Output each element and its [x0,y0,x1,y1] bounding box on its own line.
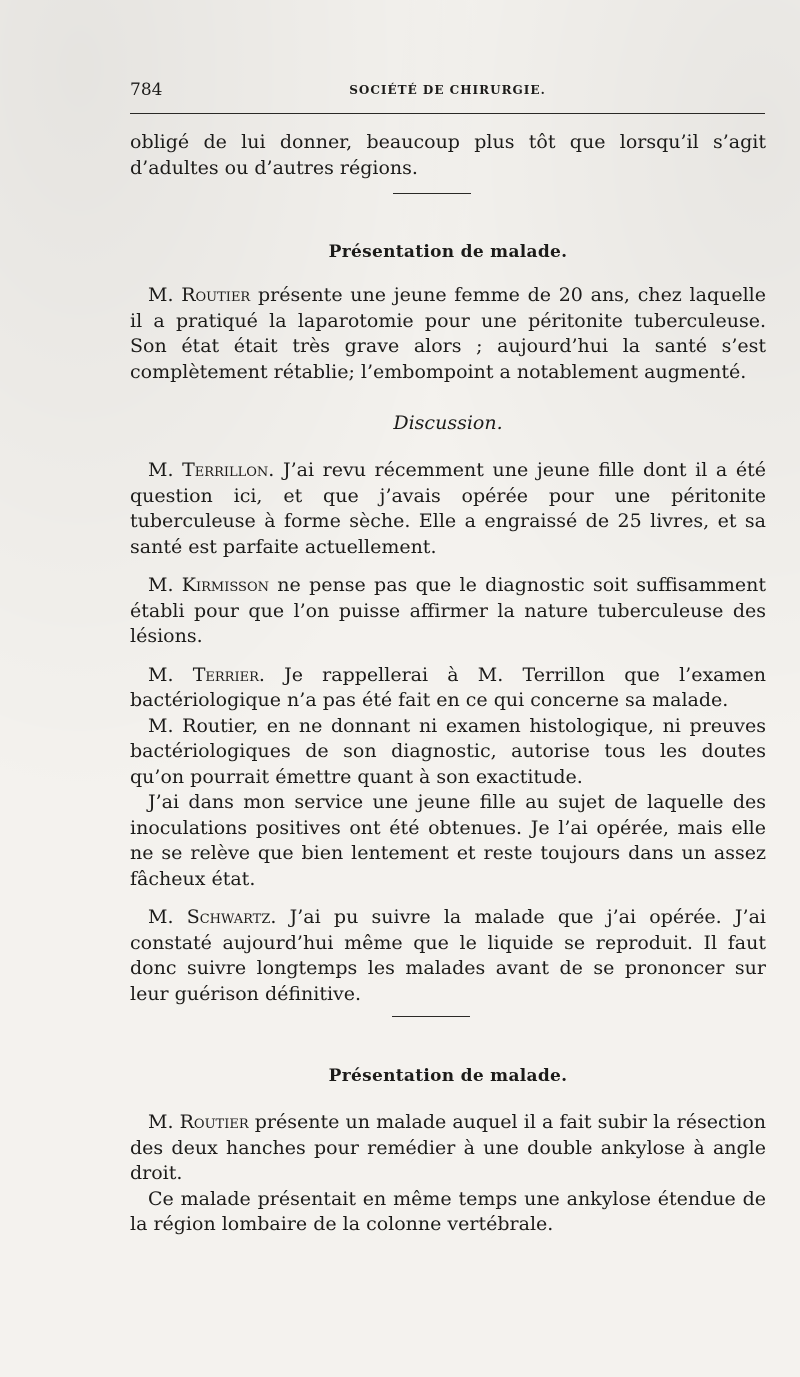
paragraph-text: ne pense pas que le diagnostic soit suffisamment établi pour que l’on puisse affirmer la nature tuberculeuse des lésions. [130,574,766,647]
section1-body [130,283,766,385]
discussion-heading: Discussion. [393,412,503,434]
paragraph-text: . J’ai revu récemment une jeune fille dont il a été question ici, et que j’avais opérée pour une péritonite tuberculeuse à forme sèche. Elle a engraissé de 25 livres, et sa santé est parfaite actuellement. [130,459,766,558]
paragraph-terrier-cont-2: J’ai dans mon service une jeune fille au sujet de laquelle des inoculations positives ont été obtenues. Je l’ai opérée, mais elle ne se relève que bien lentement et reste toujours dans un assez fâcheux état. [130,791,766,890]
header-rule [130,113,765,114]
paragraph-kirmisson [130,573,766,650]
paragraph-terrier [130,663,766,714]
paragraph-routier-1 [130,283,766,385]
section2-body [130,1110,766,1238]
continuation-text: obligé de lui donner, beaucoup plus tôt que lorsqu’il s’agit d’adultes ou d’autres régions. [130,131,766,179]
paragraph-text: présente une jeune femme de 20 ans, chez laquelle il a pratiqué la laparotomie pour une péritonite tuberculeuse. Son état était très grave alors ; aujourd’hui la santé s’est complètement rétablie; l’embompoint a notablement augmenté. [130,284,766,383]
speaker-name: M. Kirmisson [148,574,269,596]
section-heading-1: Présentation de malade. [328,242,568,262]
paragraph-terrier-cont-1: M. Routier, en ne donnant ni examen histologique, ni preuves bactériologiques de son diagnostic, autorise tous les doutes qu’on pourrait émettre quant à son exactitude. [130,714,766,788]
paragraph-routier-2-cont: Ce malade présentait en même temps une ankylose étendue de la région lombaire de la colonne vertébrale. [130,1187,766,1235]
page-number: 784 [130,80,163,100]
speaker-name: M. Terrillon [148,459,269,481]
section-heading-2: Présentation de malade. [328,1066,568,1086]
speaker-name: M. Routier [148,1111,249,1133]
speaker-name: M. Terrier [148,663,259,686]
continuation-paragraph [130,130,766,181]
running-header [130,80,765,102]
discussion-body [130,458,766,1007]
speaker-name: M. Schwartz [148,906,271,928]
paragraph-terrillon [130,458,766,560]
running-title: SOCIÉTÉ DE CHIRURGIE. [349,83,546,97]
section-divider-2 [392,1016,470,1017]
paragraph-routier-2 [130,1110,766,1187]
paragraph-schwartz [130,905,766,1007]
speaker-name: M. Routier [148,284,251,306]
section-divider-1 [393,193,471,194]
paragraph-text: . Je rappellerai à M. Terrillon que l’examen bactériologique n’a pas été fait en ce qui concerne sa malade. [130,663,766,711]
paragraph-text: . J’ai pu suivre la malade que j’ai opérée. J’ai constaté aujourd’hui même que le liquide se reproduit. Il faut donc suivre longtemps les malades avant de se prononcer sur leur guérison définitive. [130,906,766,1005]
paragraph-text: présente un malade auquel il a fait subir la résection des deux hanches pour remédier à une double ankylose à angle droit. [130,1111,766,1184]
